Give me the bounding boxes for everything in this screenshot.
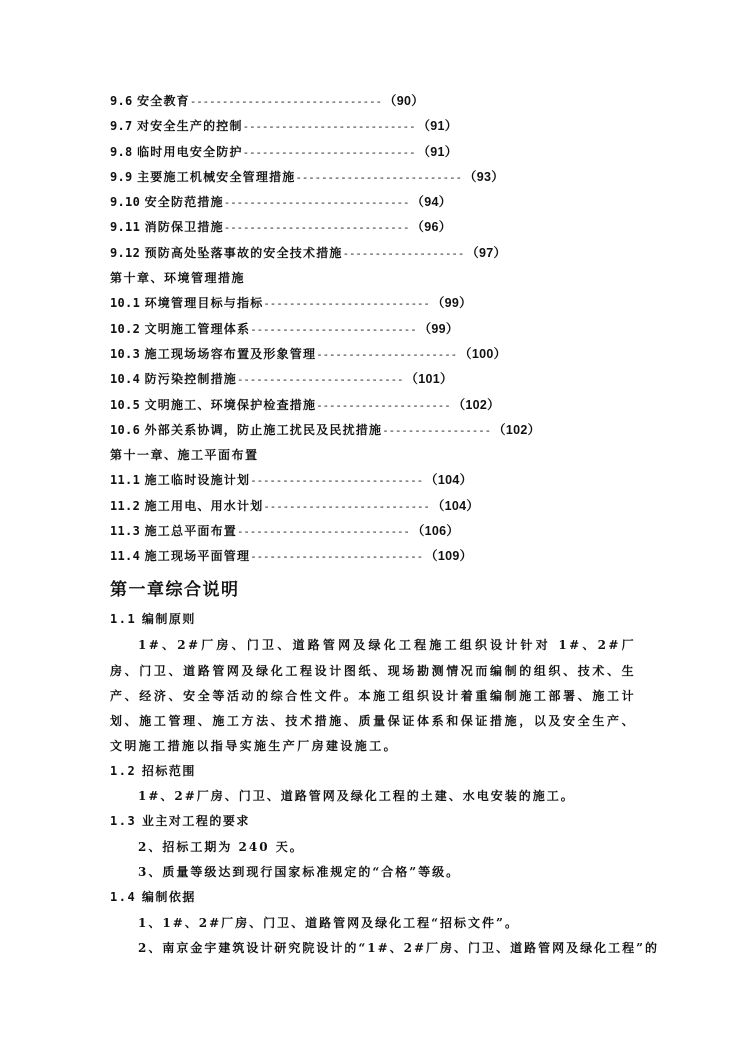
toc-entry-number: 9.11: [110, 220, 141, 235]
toc-leader: ---------------------------: [242, 145, 416, 159]
toc-entry-number: 9.9: [110, 169, 133, 184]
toc-entry-number: 10.5: [110, 397, 141, 412]
toc-entry[interactable]: [110, 167, 650, 192]
toc-entry-title: 消防保卫措施: [144, 220, 224, 235]
section-paragraph: 1#、2#厂房、门卫、道路管网及绿化工程施工组织设计针对 1#、2#厂房、门卫、道路管网及绿化工程设计图纸、现场勘测情况而编制的组织、技术、生产、经济、安全等活动的综合性文件。本施工组织设计着重编制施工部署、施工计划、施工管理、施工方法、技术措施、质量保证体系和保证措施，以及安全生产、文明施工措施以指导实施生产厂房建设施工。: [110, 638, 636, 754]
toc-page-number: （94）: [411, 195, 452, 210]
section-item: 1、1#、2#厂房、门卫、道路管网及绿化工程“招标文件”。: [138, 915, 519, 930]
toc-entry-number: 9.10: [110, 195, 141, 210]
toc-leader: -----------------------------: [223, 196, 410, 210]
toc-entry-title: 施工总平面布置: [144, 524, 237, 539]
toc-page-number: （90）: [383, 94, 424, 108]
toc-entry[interactable]: [110, 319, 650, 344]
toc-page-number: （104）: [431, 498, 480, 513]
toc-entry-title: 预防高处坠落事故的安全技术措施: [144, 245, 343, 260]
toc-entry-number: 10.6: [110, 422, 141, 437]
toc-leader: ----------------------: [316, 347, 458, 361]
toc-entry-title: 环境管理目标与指标: [144, 296, 264, 311]
toc-chapter-heading[interactable]: 第十一章、施工平面布置: [110, 448, 259, 463]
toc-entry-title: 对安全生产的控制: [137, 119, 243, 134]
toc-page-number: （109）: [425, 549, 473, 564]
toc-entry-title: 安全教育: [137, 94, 190, 108]
toc-entry-title: 施工现场场容布置及形象管理: [144, 346, 317, 361]
toc-entry-number: 10.3: [110, 346, 141, 361]
toc-entry-title: 临时用电安全防护: [137, 144, 243, 159]
toc-leader: ---------------------------: [250, 550, 424, 564]
toc-entry-title: 外部关系协调，防止施工扰民及民扰措施: [144, 422, 383, 437]
toc-entry-number: 10.4: [110, 372, 141, 387]
toc-entry-title: 施工临时设施计划: [144, 473, 251, 488]
section-item: 3、质量等级达到现行国家标准规定的“合格”等级。: [138, 864, 461, 879]
toc-entry-title: 安全防范措施: [144, 195, 224, 210]
toc-page-number: （97）: [466, 245, 507, 260]
toc-entry[interactable]: [110, 192, 650, 217]
table-of-contents: [110, 91, 650, 572]
toc-entry-title: 主要施工机械安全管理措施: [137, 169, 296, 184]
section-number: 1.2: [110, 763, 137, 778]
toc-entry[interactable]: [110, 546, 650, 571]
toc-page-number: （91）: [417, 119, 458, 134]
toc-page-number: （102）: [493, 422, 541, 437]
toc-entry-title: 施工用电、用水计划: [144, 498, 264, 513]
toc-page-number: （91）: [417, 144, 458, 159]
toc-leader: ---------------------------: [250, 474, 424, 488]
toc-entry-title: 施工现场平面管理: [144, 549, 251, 564]
toc-leader: ---------------------: [316, 398, 451, 412]
toc-leader: ---------------------------: [242, 120, 416, 134]
toc-entry-number: 9.8: [110, 144, 133, 159]
toc-entry[interactable]: [110, 293, 650, 318]
section-number: 1.3: [110, 814, 137, 829]
toc-leader: --------------------------: [263, 499, 430, 513]
toc-page-number: （99）: [418, 321, 459, 336]
toc-entry[interactable]: [110, 496, 650, 521]
toc-entry[interactable]: [110, 395, 650, 420]
toc-entry[interactable]: [110, 344, 650, 369]
section-item: 2、招标工期为 240 天。: [138, 839, 304, 854]
toc-entry[interactable]: [110, 470, 650, 495]
toc-leader: --------------------------: [295, 170, 462, 184]
section-title: 业主对工程的要求: [141, 814, 250, 829]
toc-entry-number: 9.12: [110, 245, 141, 260]
section-item: 1#、2#厂房、门卫、道路管网及绿化工程的土建、水电安装的施工。: [138, 789, 575, 804]
toc-entry-title: 文明施工、环境保护检查措施: [144, 397, 317, 412]
section-number: 1.4: [110, 890, 137, 905]
toc-leader: -----------------------------: [223, 221, 410, 235]
toc-page-number: （99）: [431, 296, 472, 311]
section-title: 编制依据: [141, 890, 196, 905]
toc-leader: --------------------------: [237, 373, 404, 387]
document-body: [110, 576, 659, 962]
section-title: 编制原则: [141, 612, 196, 626]
toc-page-number: （102）: [452, 397, 500, 412]
toc-entry[interactable]: [110, 243, 650, 268]
toc-page-number: （104）: [425, 473, 473, 488]
toc-chapter-heading[interactable]: 第十章、环境管理措施: [110, 271, 246, 286]
toc-entry-title: 防污染控制措施: [144, 372, 237, 387]
toc-entry[interactable]: [110, 420, 650, 445]
toc-entry[interactable]: [110, 142, 650, 167]
toc-leader: -------------------: [342, 246, 465, 260]
toc-page-number: （96）: [411, 220, 452, 235]
toc-page-number: （93）: [463, 169, 504, 184]
chapter-title: 第一章综合说明: [110, 580, 240, 600]
toc-entry-number: 11.2: [110, 498, 141, 513]
section-title: 招标范围: [141, 763, 196, 778]
section-item: 2、南京金宇建筑设计研究院设计的“1#、2#厂房、门卫、道路管网及绿化工程”的: [138, 940, 659, 955]
section-number: 1.1: [110, 612, 137, 626]
toc-entry-number: 10.1: [110, 296, 141, 311]
toc-entry[interactable]: [110, 521, 650, 546]
toc-entry[interactable]: [110, 116, 650, 141]
toc-entry-number: 10.2: [110, 321, 141, 336]
toc-leader: ---------------------------: [237, 525, 410, 539]
toc-page-number: （101）: [405, 372, 453, 387]
toc-entry[interactable]: [110, 369, 650, 394]
section-heading: [110, 608, 636, 633]
toc-entry-number: 9.6: [110, 94, 133, 108]
section-heading: [110, 810, 636, 835]
section-heading: [110, 760, 636, 785]
toc-entry-title: 文明施工管理体系: [144, 321, 251, 336]
toc-page-number: （106）: [411, 524, 460, 539]
toc-page-number: （100）: [459, 346, 507, 361]
toc-leader: --------------------------: [250, 322, 417, 336]
section-heading: [110, 886, 636, 911]
toc-entry-number: 11.1: [110, 473, 141, 488]
toc-leader: --------------------------: [263, 297, 430, 311]
toc-entry-number: 9.7: [110, 119, 133, 134]
toc-leader: -----------------: [382, 423, 492, 437]
toc-entry-number: 11.3: [110, 524, 141, 539]
toc-entry[interactable]: [110, 91, 650, 116]
toc-entry[interactable]: [110, 217, 650, 242]
toc-entry-number: 11.4: [110, 549, 141, 564]
toc-leader: ------------------------------: [189, 95, 382, 108]
